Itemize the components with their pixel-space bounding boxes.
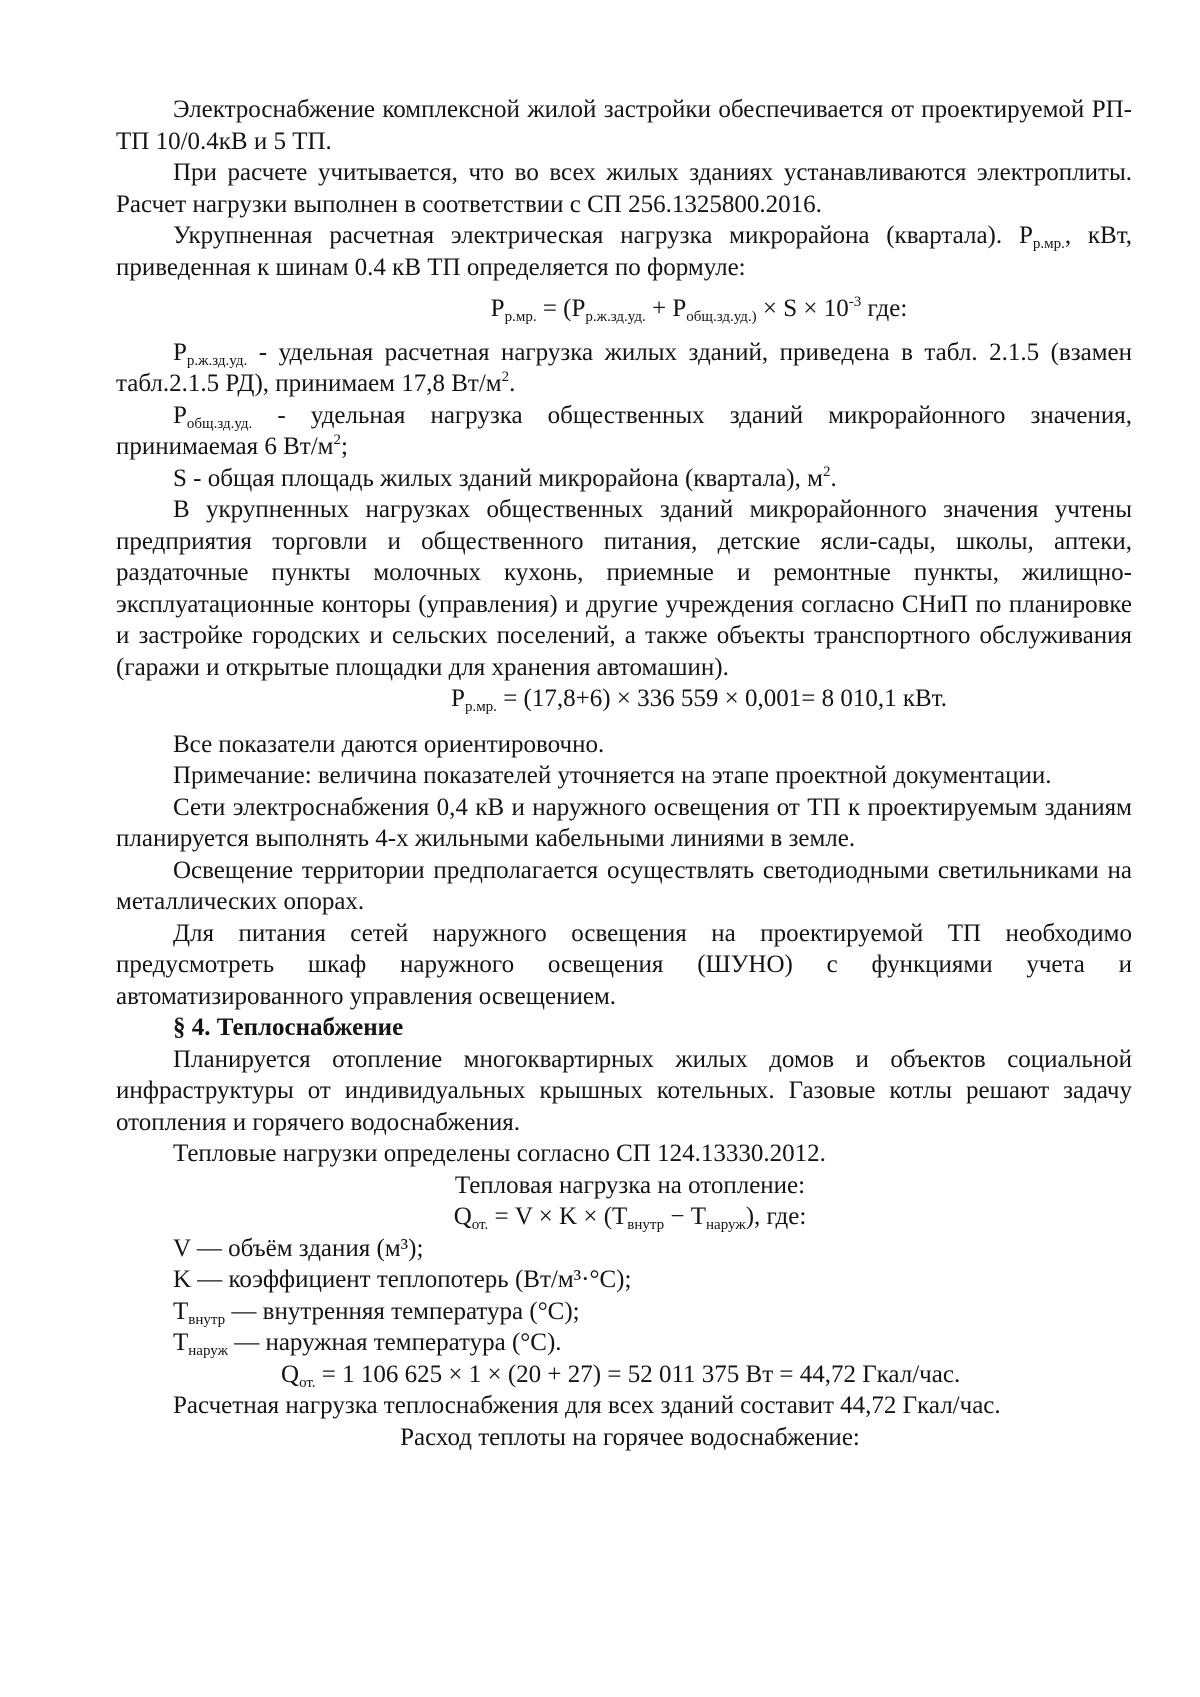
enlarged-load-text: Укрупненная расчетная электрическая нагрузка микрорайона (квартала). bbox=[173, 222, 1003, 249]
formula-text: ), где: bbox=[745, 1203, 807, 1230]
subscript: внутр bbox=[627, 1217, 665, 1233]
definition-text: ; bbox=[340, 433, 348, 460]
paragraph-cable-networks: Сети электроснабжения 0,4 кВ и наружного освещения от ТП к проектируемым зданиям планируется выполнять 4-х жильными кабельными линиями в земле. bbox=[116, 793, 1132, 852]
formula-load-calculation bbox=[116, 683, 1132, 715]
hot-water-title: Расход теплоты на горячее водоснабжение: bbox=[400, 1423, 860, 1451]
formula-load bbox=[116, 293, 1132, 325]
subscript: р.ж.зд.уд. bbox=[186, 352, 248, 369]
paragraph-note: Примечание: величина показателей уточняется на этапе проектной документации. bbox=[173, 762, 1052, 789]
paragraph-approximate: Все показатели даются ориентировочно. bbox=[173, 730, 605, 758]
superscript: 2 bbox=[822, 463, 831, 480]
symbol-q: Q bbox=[281, 1360, 300, 1388]
heat-load-title: Тепловая нагрузка на отопление: bbox=[454, 1171, 806, 1199]
superscript: 2 bbox=[501, 369, 510, 385]
definition-coefficient: K — коэффициент теплопотерь (Вт/м³·°C); bbox=[173, 1266, 632, 1293]
definition-text: . bbox=[509, 370, 516, 397]
formula-text: = V × K × (T bbox=[488, 1203, 628, 1230]
subscript: внутр bbox=[188, 1311, 226, 1328]
paragraph-electric-stoves: При расчете учитывается, что во всех жилых зданиях устанавливаются электроплиты. Расчет нагрузки выполнен в соответствии с СП 256.1325800.2016. bbox=[116, 159, 1132, 218]
subscript: общ.зд.уд.) bbox=[686, 309, 757, 325]
formula-text: − T bbox=[664, 1203, 707, 1230]
definition-text: - удельная нагрузка общественных зданий микрорайонного значения, принимаемая 6 Вт/м bbox=[116, 401, 1132, 460]
subscript: от. bbox=[471, 1217, 489, 1233]
subscript: р.мр. bbox=[504, 309, 537, 325]
formula-text: + P bbox=[645, 295, 687, 322]
subscript: общ.зд.уд. bbox=[186, 415, 253, 432]
symbol-t: T bbox=[173, 1297, 189, 1325]
definition-residential-load bbox=[116, 337, 1132, 400]
definition-text: — внутренняя температура (°C); bbox=[225, 1297, 580, 1325]
enlarged-load-rest: , кВт, приведенная к шинам 0.4 кВ ТП определяется по формуле: bbox=[116, 222, 1133, 281]
symbol-p: P bbox=[173, 338, 187, 366]
symbol-p: P bbox=[451, 685, 465, 712]
definition-text: . bbox=[830, 464, 837, 492]
formula-text: = (P bbox=[536, 295, 586, 322]
paragraph-enlarged-load bbox=[116, 220, 1132, 283]
paragraph-lighting-cabinet: Для питания сетей наружного освещения на проектируемой ТП необходимо предусмотреть шкаф наружного освещения (ШУНО) с функциями учета и автоматизированного управления освещением. bbox=[116, 919, 1132, 1010]
formula-text: × S × 10 bbox=[756, 295, 849, 322]
symbol-p: P bbox=[173, 401, 187, 429]
formula-text: где: bbox=[861, 295, 908, 322]
superscript: -3 bbox=[848, 294, 862, 310]
definition-outer-temp bbox=[116, 1327, 1132, 1359]
formula-heat-calculation bbox=[116, 1359, 1132, 1391]
definition-area bbox=[116, 463, 1132, 495]
subscript: р.мр. bbox=[464, 699, 497, 715]
formula-text: = 1 106 625 × 1 × (20 + 27) = 52 011 375 Вт = 44,72 Гкал/час. bbox=[315, 1360, 961, 1388]
definition-text: S - общая площадь жилых зданий микрорайона (квартала), м bbox=[173, 464, 823, 492]
superscript: 2 bbox=[333, 432, 341, 448]
paragraph-lighting: Освещение территории предполагается осуществлять светодиодными светильниками на металлических опорах. bbox=[116, 856, 1132, 915]
definition-text: — наружная температура (°C). bbox=[227, 1329, 562, 1356]
symbol-p: P bbox=[490, 295, 505, 322]
subscript: р.ж.зд.уд. bbox=[585, 309, 646, 325]
symbol-t: T bbox=[173, 1329, 189, 1356]
paragraph-heating-plan: Планируется отопление многоквартирных жилых домов и объектов социальной инфраструктуры от индивидуальных крышных котельных. Газовые котлы решают задачу отопления и горячего водоснабжения. bbox=[116, 1045, 1132, 1136]
paragraph-power-supply: Электроснабжение комплексной жилой застройки обеспечивается от проектируемой РП-ТП 10/0.4кВ и 5 ТП. bbox=[116, 96, 1132, 155]
paragraph-heat-loads: Тепловые нагрузки определены согласно СП 124.13330.2012. bbox=[173, 1140, 826, 1167]
paragraph-total-heat-load: Расчетная нагрузка теплоснабжения для всех зданий составит 44,72 Гкал/час. bbox=[173, 1392, 1001, 1419]
definition-volume: V — объём здания (м³); bbox=[173, 1234, 424, 1262]
subscript: наруж bbox=[706, 1217, 746, 1233]
subscript: от. bbox=[299, 1374, 316, 1391]
definition-inner-temp bbox=[116, 1296, 1132, 1328]
definition-public-load bbox=[116, 400, 1132, 463]
symbol-p: P bbox=[1018, 222, 1033, 249]
formula-heat-load bbox=[116, 1201, 1132, 1233]
subscript: наруж bbox=[188, 1343, 228, 1359]
symbol-q: Q bbox=[453, 1203, 472, 1230]
section-heading-heat-supply: § 4. Теплоснабжение bbox=[173, 1014, 404, 1041]
paragraph-public-buildings: В укрупненных нагрузках общественных зданий микрорайонного значения учтены предприятия торговли и общественного питания, детские ясли-сады, школы, аптеки, раздаточные пункты молочных кухонь, приемные и ремонтные пункты, жилищно-эксплуатационные конторы (управления) и другие учреждения согласно СНиП по планировке и застройке городских и сельских поселений, а также объекты транспортного обслуживания (гаражи и открытые площадки для хранения автомашин). bbox=[116, 496, 1132, 681]
subscript: р.мр. bbox=[1032, 236, 1065, 252]
formula-text: = (17,8+6) × 336 559 × 0,001= 8 010,1 кВт. bbox=[496, 685, 947, 712]
definition-text: - удельная расчетная нагрузка жилых зданий, приведена в табл. 2.1.5 (взамен табл.2.1.5 РД), принимаем 17,8 Вт/м bbox=[116, 338, 1132, 397]
